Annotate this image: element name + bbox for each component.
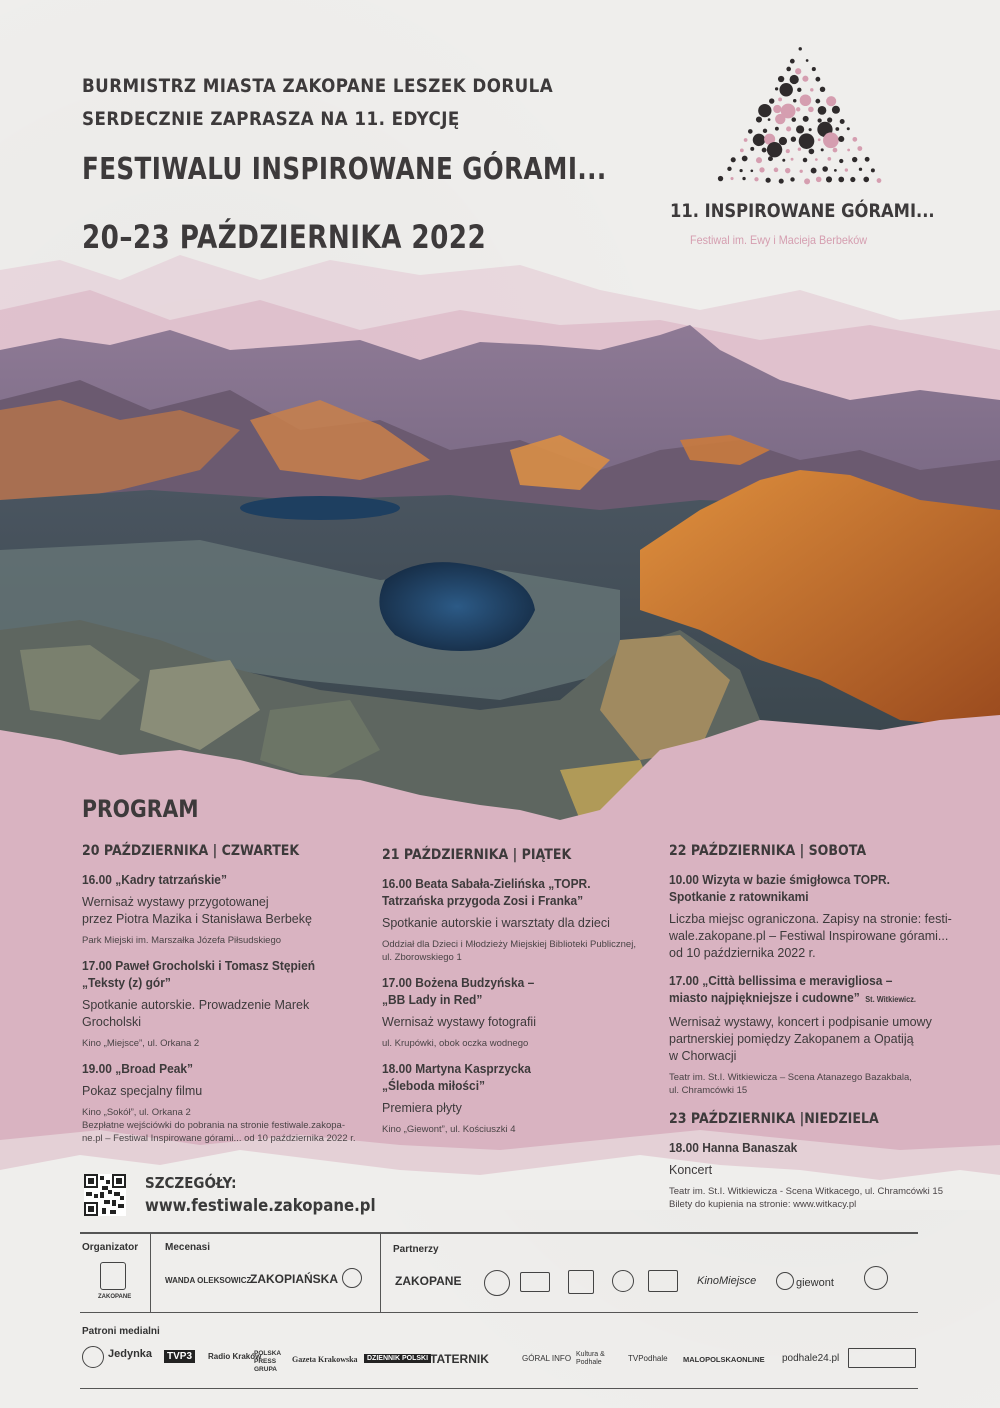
event-item: [382, 974, 652, 1050]
event-title: [669, 972, 945, 1008]
logo-dot: [800, 170, 803, 173]
logo-dot: [822, 166, 828, 172]
logo-dot: [791, 117, 796, 122]
event-item: [669, 1139, 969, 1211]
partner-logo: ZAKOPANE: [395, 1274, 462, 1288]
logo-dot: [799, 47, 802, 50]
logo-dot: [812, 67, 816, 71]
logo-dot: [786, 67, 791, 72]
logo-dot: [800, 94, 812, 106]
event-place: Oddział dla Dzieci i Młodzieży Miejskiej Biblioteki Publicznej, ul. Zborowskiego 1: [382, 939, 636, 963]
logo-dot: [762, 148, 767, 153]
logo-dot: [838, 177, 844, 183]
logo-dot: [815, 77, 820, 82]
program-day-2: [382, 847, 652, 1146]
logo-dot: [790, 177, 794, 181]
logo-dot: [818, 138, 821, 141]
event-item: [669, 972, 969, 1097]
logo-dot: [806, 59, 809, 62]
logo-dot: [840, 119, 845, 124]
footer-rule-bottom: [80, 1388, 918, 1389]
program-day-3: [669, 843, 969, 1221]
event-place: Teatr im. St.I. Witkiewicza – Scena Atanazego Bazakbala, ul. Chramcówki 15: [669, 1072, 912, 1096]
media-logo: Jedynka: [108, 1348, 153, 1360]
logo-dot: [797, 88, 801, 92]
event-item: [669, 871, 969, 962]
header-line-2: SERDECZNIE ZAPRASZA NA 11. EDYCJĘ: [82, 108, 460, 130]
logo-dot: [753, 134, 765, 146]
logo-dot: [834, 169, 837, 172]
partner-mark-icon: [568, 1270, 594, 1294]
footer-divider: [150, 1232, 151, 1312]
event-description: Wernisaż wystawy fotografii: [382, 1015, 536, 1029]
partner-badge-icon: [520, 1272, 550, 1292]
event-description: Wernisaż wystawy przygotowanej przez Piotra Mazika i Stanisława Berbekę: [82, 895, 312, 926]
logo-dot: [779, 137, 787, 145]
logo-dot: [791, 137, 796, 142]
logo-dot: [763, 129, 767, 133]
organizer-label: Organizator: [82, 1242, 139, 1253]
logo-dot: [859, 168, 862, 171]
logo-dot: [809, 149, 815, 155]
logo-dot: [791, 158, 794, 161]
media-label: Patroni medialni: [82, 1326, 160, 1337]
radio-logo-icon: [82, 1346, 104, 1368]
logo-dot: [754, 177, 758, 181]
logo-dot: [847, 149, 850, 152]
event-place: Kino „Miejsce”, ul. Orkana 2: [82, 1038, 200, 1049]
film-reel-icon: [776, 1272, 794, 1290]
event-place: Park Miejski im. Marszałka Józefa Piłsudskiego: [82, 935, 282, 946]
eagle-icon: [648, 1270, 678, 1292]
event-place: Teatr im. St.I. Witkiewicza - Scena Witkacego, ul. Chramcówki 15 Bilety do kupienia na stronie: www.witkacy.pl: [669, 1186, 943, 1210]
media-logo: MALOPOLSKAONLINE: [683, 1355, 765, 1364]
logo-dot: [798, 148, 801, 151]
event-place: Kino „Giewont”, ul. Kościuszki 4: [382, 1124, 516, 1135]
logo-dot: [845, 168, 848, 171]
logo-dot: [778, 76, 784, 82]
footer-rule-top: [80, 1232, 918, 1234]
festival-dates: 20–23 PAŹDZIERNIKA 2022: [82, 218, 487, 256]
emblem-icon: [342, 1268, 362, 1288]
event-description: Wernisaż wystawy, koncert i podpisanie umowy partnerskiej pomiędzy Zakopanem a Opatiją w Chorwacji: [669, 1015, 932, 1063]
event-title: 19.00 „Broad Peak”: [82, 1061, 194, 1076]
partner-logo: KinoMiejsce: [697, 1275, 757, 1287]
logo-dot: [838, 136, 844, 142]
logo-dot: [740, 169, 743, 172]
logo-dot: [727, 167, 731, 171]
logo-dot: [810, 88, 813, 91]
logo-dot: [775, 114, 785, 124]
logo-dot: [756, 116, 762, 122]
organizer-logo-text: ZAKOPANE: [98, 1294, 132, 1300]
logo-dot: [857, 146, 862, 151]
media-logo: podhale24.pl: [782, 1353, 840, 1364]
event-title: 16.00 Beata Sabała-Zielińska „TOPR. Tatrzańska przygoda Zosi i Franka”: [382, 876, 591, 908]
logo-dot: [779, 83, 792, 96]
logo-dot: [778, 98, 782, 102]
logo-dot: [744, 138, 748, 142]
logo-title: 11. INSPIROWANE GÓRAMI...: [670, 200, 935, 222]
logo-dot: [808, 107, 814, 113]
logo-dot: [768, 156, 773, 161]
day-heading: 22 PAŹDZIERNIKA | SOBOTA: [669, 843, 867, 859]
zakopane-crest-icon: [100, 1262, 126, 1290]
logo-dot: [740, 148, 744, 152]
logo-dot: [766, 178, 771, 183]
logo-dot: [769, 98, 774, 103]
day-heading: 20 PAŹDZIERNIKA | CZWARTEK: [82, 843, 300, 859]
newspaper-logo-icon: [848, 1348, 916, 1368]
logo-dot: [816, 177, 822, 183]
logo-dot: [790, 59, 795, 64]
details-url-link[interactable]: www.festiwale.zakopane.pl: [145, 1196, 376, 1216]
partner-logo: giewont: [796, 1277, 834, 1289]
logo-dot: [779, 179, 784, 184]
qr-code[interactable]: [84, 1174, 126, 1216]
event-description: Premiera płyty: [382, 1101, 462, 1115]
media-logo: TATERNIK: [430, 1352, 489, 1366]
event-place: Kino „Sokół”, ul. Orkana 2 Bezpłatne wejściówki do pobrania na stronie festiwale.zakopa- ne.pl – Festiwal Inspirowane górami... od 10 października 2022 r.: [82, 1107, 356, 1144]
program-title: PROGRAM: [82, 795, 199, 823]
logo-dot: [826, 176, 832, 182]
logo-dot: [839, 159, 843, 163]
logo-subtitle: Festiwal im. Ewy i Macieja Berbeków: [690, 233, 868, 247]
media-logo: POLSKA PRESS GRUPA: [254, 1350, 281, 1373]
logo-dot: [748, 129, 753, 134]
logo-dot: [815, 99, 820, 104]
footer-rule-mid: [80, 1312, 918, 1313]
event-item: [82, 871, 357, 947]
crest-icon: [864, 1266, 888, 1290]
logo-dot: [871, 168, 875, 172]
event-description: Pokaz specjalny filmu: [82, 1084, 203, 1098]
logo-dot: [852, 137, 857, 142]
media-logo: DZIENNIK POLSKI: [364, 1354, 431, 1363]
event-item: [82, 957, 357, 1050]
day-heading: 21 PAŹDZIERNIKA | PIĄTEK: [382, 847, 572, 863]
logo-dot: [811, 168, 817, 174]
logo-dot: [775, 87, 778, 90]
logo-dot: [774, 168, 779, 173]
media-logo: TVP3: [164, 1350, 195, 1363]
media-logo: TVPodhale: [628, 1354, 668, 1363]
event-item: [382, 875, 652, 964]
logo-dot: [863, 177, 869, 183]
event-title: 17.00 Paweł Grocholski i Tomasz Stępień „Teksty (z) gór”: [82, 958, 316, 990]
festival-title: FESTIWALU INSPIROWANE GÓRAMI...: [82, 152, 607, 187]
event-item: [82, 1060, 357, 1145]
media-logo: Radio Kraków: [208, 1352, 262, 1361]
partners-label: Partnerzy: [393, 1244, 439, 1255]
event-title: 16.00 „Kadry tatrzańskie”: [82, 872, 227, 887]
event-title: 18.00 Martyna Kasprzycka „Śleboda miłości”: [382, 1061, 531, 1093]
logo-dot: [799, 133, 815, 149]
partner-round-icon: [484, 1270, 510, 1296]
logo-dot: [818, 118, 822, 122]
patron-logo: ZAKOPIAŃSKA: [250, 1272, 339, 1286]
event-title: 17.00 Bożena Budzyńska – „BB Lady in Red”: [382, 975, 535, 1007]
event-title: 10.00 Wizyta w bazie śmigłowca TOPR. Spotkanie z ratownikami: [669, 872, 891, 904]
logo-dot: [785, 168, 790, 173]
event-title: 18.00 Hanna Banaszak: [669, 1140, 798, 1155]
event-description: Spotkanie autorskie i warsztaty dla dzieci: [382, 916, 610, 930]
logo-dot: [821, 148, 824, 151]
logo-dot: [827, 117, 832, 122]
logo-dot: [796, 125, 804, 133]
logo-dot: [852, 157, 857, 162]
logo-dot: [803, 116, 809, 122]
logo-dot: [731, 157, 736, 162]
media-logo: GÓRAL INFO: [522, 1354, 572, 1363]
event-description: Spotkanie autorskie. Prowadzenie Marek Grocholski: [82, 998, 310, 1029]
logo-dot: [768, 118, 771, 121]
logo-dot: [786, 126, 791, 131]
logo-dot: [809, 128, 812, 131]
logo-dot: [775, 127, 779, 131]
logo-dot: [750, 147, 754, 151]
event-place: ul. Krupówki, obok oczka wodnego: [382, 1038, 529, 1049]
logo-dot: [823, 132, 839, 148]
logo-dot: [803, 158, 808, 163]
logo-dot: [756, 157, 762, 163]
logo-dot: [742, 156, 748, 162]
header-line-1: BURMISTRZ MIASTA ZAKOPANE LESZEK DORULA: [82, 75, 554, 97]
logo-dot: [796, 107, 800, 111]
patrons-label: Mecenasi: [165, 1242, 211, 1253]
partner-emblem-icon: [612, 1270, 634, 1292]
logo-dot: [795, 68, 801, 74]
logo-dot: [786, 149, 790, 153]
media-logo: Gazeta Krakowska: [292, 1355, 358, 1364]
logo-dot: [767, 142, 782, 157]
event-description: Koncert: [669, 1163, 713, 1177]
logo-dot: [820, 87, 825, 92]
footer-divider: [380, 1232, 381, 1312]
logo-dot: [718, 176, 723, 181]
logo-dot: [877, 178, 882, 183]
day-heading: 23 PAŹDZIERNIKA |NIEDZIELA: [669, 1111, 879, 1127]
logo-dot: [835, 127, 839, 131]
event-description: Liczba miejsc ograniczona. Zapisy na stronie: festi- wale.zakopane.pl – Festiwal Inspirowane górami... od 10 października 2022 r.: [669, 912, 952, 960]
logo-dot: [865, 157, 870, 162]
logo-dot: [773, 105, 781, 113]
event-item: [382, 1060, 652, 1136]
logo-dot: [833, 148, 838, 153]
program-day-1: [82, 843, 357, 1155]
logo-dot: [832, 106, 840, 114]
logo-dot: [847, 127, 850, 130]
details-label: SZCZEGÓŁY:: [145, 1174, 237, 1192]
logo-dot: [802, 76, 808, 82]
logo-dot: [759, 167, 764, 172]
logo-dot: [730, 177, 733, 180]
logo-dot: [818, 106, 827, 115]
patron-logo: WANDA OLEKSOWICZ: [165, 1276, 252, 1285]
logo-dot: [827, 157, 831, 161]
event-title-text: 17.00 „Città bellissima e meravigliosa – miasto najpiękniejsze i cudowne”: [669, 973, 893, 1005]
event-note: St. Witkiewicz.: [865, 995, 916, 1004]
logo-dot: [782, 159, 785, 162]
logo-dot: [804, 178, 810, 184]
logo-dot: [826, 96, 836, 106]
logo-dot: [742, 177, 745, 180]
logo-dot: [793, 99, 796, 102]
logo-dot: [750, 169, 753, 172]
logo-dot: [758, 104, 771, 117]
logo-dot: [850, 177, 855, 182]
media-logo: Kultura & Podhale: [576, 1351, 605, 1366]
logo-dot: [815, 158, 818, 161]
logo-dot: [790, 75, 799, 84]
